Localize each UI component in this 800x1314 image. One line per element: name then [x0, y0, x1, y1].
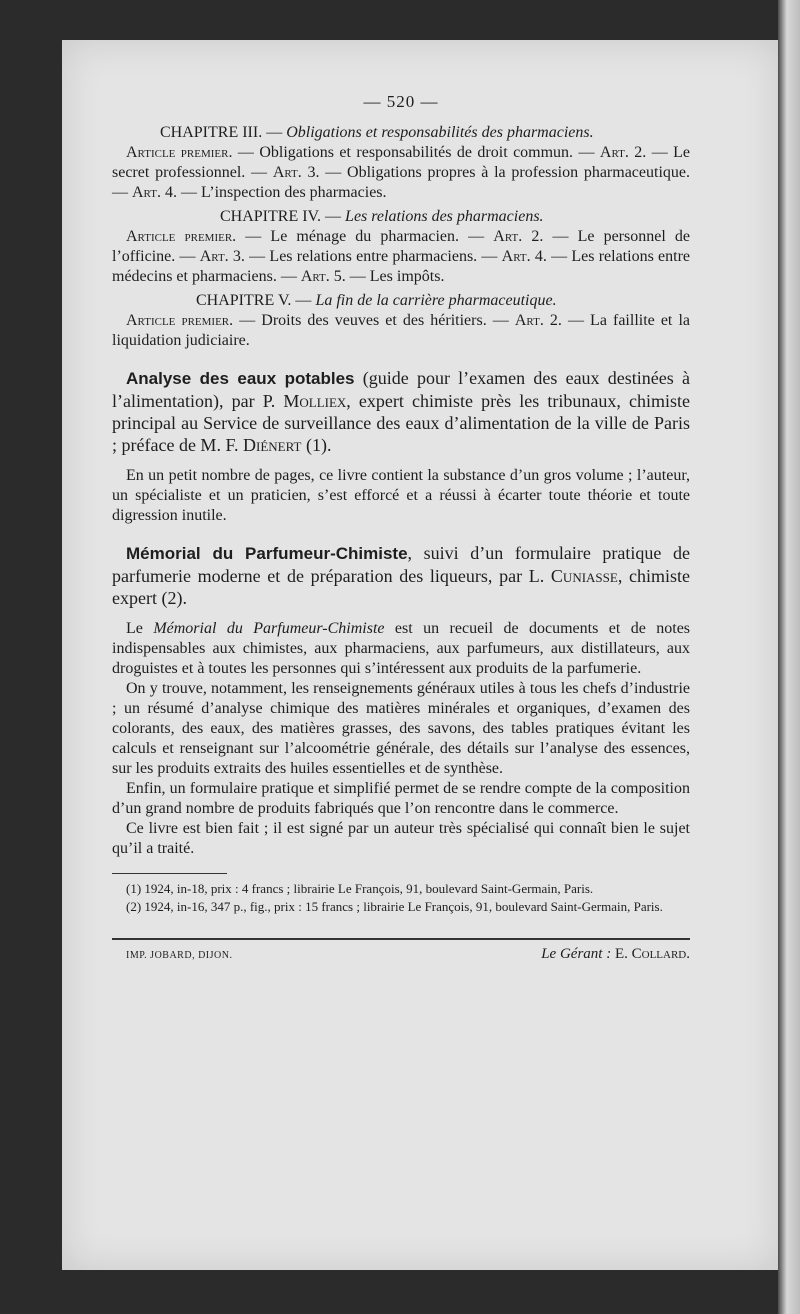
manager-signature: Le Gérant : E. Collard.	[541, 946, 690, 962]
chapter-5-heading: CHAPITRE V. — La fin de la carrière pharmaceutique.	[196, 292, 557, 309]
footnote-1: (1) 1924, in-18, prix : 4 francs ; librairie Le François, 91, boulevard Saint-Germain, Paris.	[126, 881, 594, 896]
imprint-line	[112, 944, 690, 966]
review-1-title: Analyse des eaux potables (guide pour l’examen des eaux destinées à l’alimentation), par P. Molliex, expert chimiste près les tribunaux, chimiste principal au Service de surveillance des eaux d’alimentation de la ville de Paris ; préface de M. F. Diénert (1).	[112, 368, 690, 455]
footnote-rule	[112, 873, 227, 874]
review-1-body: En un petit nombre de pages, ce livre contient la substance d’un gros volume ; l’auteur, un spécialiste et un praticien, s’est efforcé et a réussi à écarter toute théorie et toute digression inutile.	[112, 467, 690, 524]
chapter-5-contents: Article premier. — Droits des veuves et des héritiers. — Art. 2. — La faillite et la liquidation judiciaire.	[112, 312, 690, 349]
page-edge	[778, 0, 800, 1314]
review-2-paragraph-3: Enfin, un formulaire pratique et simplifié permet de se rendre compte de la composition d’un grand nombre de produits fabriqués que l’on rencontre dans le commerce.	[112, 780, 690, 817]
page-content	[112, 92, 690, 966]
chapter-3-heading: CHAPITRE III. — Obligations et responsabilités des pharmaciens.	[160, 124, 594, 141]
imprint-rule	[112, 938, 690, 940]
review-2-title: Mémorial du Parfumeur-Chimiste, suivi d’un formulaire pratique de parfumerie moderne et de préparation des liqueurs, par L. Cuniasse, chimiste expert (2).	[112, 543, 691, 608]
printer-name: IMP. JOBARD, DIJON.	[126, 950, 233, 961]
chapter-4-contents: Article premier. — Le ménage du pharmacien. — Art. 2. — Le personnel de l’officine. — Art. 3. — Les relations entre pharmaciens. — Art. 4. — Les relations entre médecins et pharmaciens. — Art. 5. — Les impôts.	[112, 228, 691, 285]
chapter-4-heading: CHAPITRE IV. — Les relations des pharmaciens.	[220, 208, 544, 225]
chapter-3-contents: Article premier. — Obligations et responsabilités de droit commun. — Art. 2. — Le secret professionnel. — Art. 3. — Obligations propres à la profession pharmaceutique. — Art. 4. — L’inspection des pharmacies.	[112, 144, 691, 201]
review-2-paragraph-2: On y trouve, notamment, les renseignements généraux utiles à tous les chefs d’industrie ; un résumé d’analyse chimique des matières minérales et organiques, d’examen des colorants, des eaux, des matières grasses, des savons, des tables pratiques évitant les calculs et renseignant sur l’alcoométrie générale, des détails sur l’analyse des essences, sur les produits extraits des huiles essentielles et de synthèse.	[112, 680, 690, 777]
review-2-paragraph-1: Le Mémorial du Parfumeur-Chimiste est un recueil de documents et de notes indispensables aux chimistes, aux pharmaciens, aux parfumeurs, aux distillateurs, aux droguistes et à toutes les personnes qui s’intéressent aux produits de la parfumerie.	[112, 620, 691, 677]
review-2-paragraph-4: Ce livre est bien fait ; il est signé par un auteur très spécialisé qui connaît bien le sujet qu’il a traité.	[112, 820, 690, 857]
page-number: — 520 —	[363, 92, 439, 111]
footnote-2: (2) 1924, in-16, 347 p., fig., prix : 15 francs ; librairie Le François, 91, boulevard Saint-Germain, Paris.	[126, 899, 663, 914]
